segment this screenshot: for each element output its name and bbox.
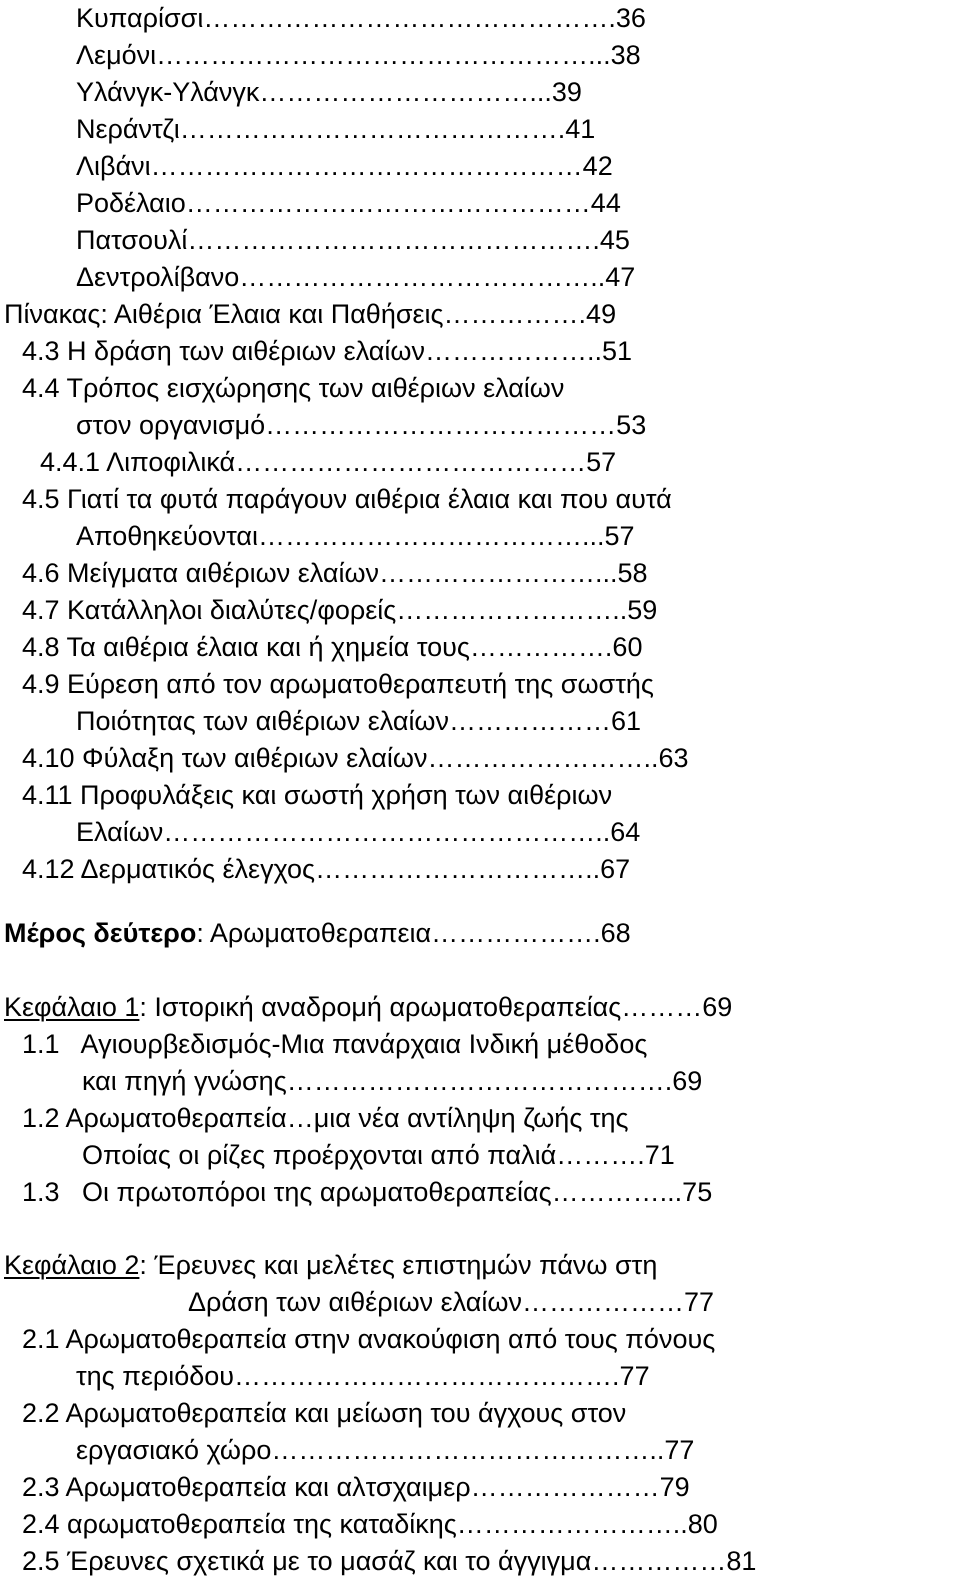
toc-entry-4-5: [22, 481, 672, 517]
toc-entry-text: Κυπαρίσσι……………………………………….36: [76, 3, 646, 33]
toc-entry-4-4-cont: [76, 407, 646, 443]
toc-entry-2-1: [22, 1321, 715, 1357]
toc-entry-text: 4.9 Εύρεση από τον αρωματοθεραπευτή της σωστής: [22, 669, 654, 699]
toc-entry-text: Ροδέλαιο………………………………………44: [76, 188, 621, 218]
toc-entry-text: Πατσουλί……………………………………….45: [76, 225, 630, 255]
toc-entry-text: : Ιστορική αναδρομή αρωματοθεραπείας………69: [139, 992, 733, 1022]
toc-entry-4-12: [22, 851, 630, 887]
toc-entry-nerantzi: [76, 111, 595, 147]
toc-entry-2-2: [22, 1395, 626, 1431]
toc-entry-text: 1.2 Αρωματοθεραπεία…μια νέα αντίληψη ζωής της: [22, 1103, 629, 1133]
toc-entry-2-1-cont: [76, 1358, 650, 1394]
toc-entry-1-2: [22, 1100, 629, 1136]
toc-part-two: [4, 915, 631, 951]
toc-entry-4-9-cont: [76, 703, 641, 739]
toc-entry-text: 1.3 Οι πρωτοπόροι της αρωματοθεραπείας…………...75: [22, 1177, 713, 1207]
toc-entry-4-7: [22, 592, 657, 628]
toc-entry-text: 2.1 Αρωματοθεραπεία στην ανακούφιση από τους πόνους: [22, 1324, 716, 1354]
toc-entry-text: Ποιότητας των αιθέριων ελαίων………………61: [76, 706, 642, 736]
toc-entry-text: 4.8 Τα αιθέρια έλαια και ή χημεία τους…………….60: [22, 632, 643, 662]
toc-entry-text: 1.1 Αγιουρβεδισμός-Μια πανάρχαια Ινδική μέθοδος: [22, 1029, 648, 1059]
toc-entry-kyparissi: [76, 0, 646, 36]
toc-entry-text: της περιόδου…………………………………….77: [76, 1361, 650, 1391]
toc-entry-text: : Έρευνες και μελέτες επιστημών πάνω στη: [139, 1250, 658, 1280]
toc-entry-text: Πίνακας: Αιθέρια Έλαια και Παθήσεις…………….49: [4, 299, 617, 329]
toc-entry-livani: [76, 148, 613, 184]
toc-entry-4-5-cont: [76, 518, 635, 554]
toc-entry-text: 4.11 Προφυλάξεις και σωστή χρήση των αιθέριων: [22, 780, 613, 810]
toc-entry-4-11: [22, 777, 612, 813]
toc-entry-text: Λιβάνι…………………………………………42: [76, 151, 613, 181]
toc-entry-4-6: [22, 555, 648, 591]
toc-entry-4-4-1: [40, 444, 616, 480]
toc-entry-text: Νεράντζι…………………………………….41: [76, 114, 596, 144]
toc-entry-dentrolivano: [76, 259, 635, 295]
toc-entry-text: 4.10 Φύλαξη των αιθέριων ελαίων……………………..63: [22, 743, 689, 773]
toc-entry-4-3: [22, 333, 632, 369]
toc-entry-text: 4.12 Δερματικός έλεγχος…………………………..67: [22, 854, 631, 884]
toc-entry-text: 4.7 Κατάλληλοι διαλύτες/φορείς……………………..59: [22, 595, 658, 625]
toc-entry-1-2-cont: [82, 1137, 675, 1173]
toc-entry-text: 2.4 αρωματοθεραπεία της καταδίκης……………………..80: [22, 1509, 718, 1539]
toc-entry-text: 2.2 Αρωματοθεραπεία και μείωση του άγχους στον: [22, 1398, 627, 1428]
toc-entry-text: 4.6 Μείγματα αιθέριων ελαίων……………………...58: [22, 558, 648, 588]
toc-entry-text: Υλάνγκ-Υλάνγκ…………………………...39: [76, 77, 582, 107]
toc-entry-4-4: [22, 370, 564, 406]
toc-entry-text: Ελαίων…………………………………………..64: [76, 817, 641, 847]
toc-entry-text: στον οργανισμό…………………………………53: [76, 410, 647, 440]
toc-entry-text: : Αρωματοθεραπεια……………….68: [196, 918, 631, 948]
toc-entry-4-8: [22, 629, 642, 665]
toc-entry-text: Οποίας οι ρίζες προέρχονται από παλιά……….71: [82, 1140, 675, 1170]
chapter-heading: Κεφάλαιο 2: [4, 1250, 140, 1280]
toc-entry-2-4: [22, 1506, 718, 1542]
toc-entry-text: 4.4.1 Λιποφιλικά…………………………………57: [40, 447, 617, 477]
toc-entry-text: Δράση των αιθέριων ελαίων………………77: [188, 1287, 714, 1317]
toc-entry-4-9: [22, 666, 654, 702]
toc-entry-text: 2.3 Αρωματοθεραπεία και αλτσχαιμερ…………………79: [22, 1472, 690, 1502]
toc-chapter-2: [4, 1247, 657, 1283]
toc-chapter-1: [4, 989, 732, 1025]
part-heading: Μέρος δεύτερο: [4, 918, 197, 948]
toc-entry-rodelaio: [76, 185, 621, 221]
toc-entry-2-3: [22, 1469, 690, 1505]
toc-entry-text: 4.4 Τρόπος εισχώρησης των αιθέριων ελαίων: [22, 373, 565, 403]
toc-entry-text: και πηγή γνώσης…………………………………….69: [82, 1066, 703, 1096]
toc-entry-text: 4.3 Η δράση των αιθέριων ελαίων………………..51: [22, 336, 633, 366]
toc-entry-1-1: [22, 1026, 647, 1062]
toc-entry-text: Αποθηκεύονται………………………………...57: [76, 521, 635, 551]
toc-entry-2-5: [22, 1543, 756, 1579]
toc-entry-4-11-cont: [76, 814, 640, 850]
toc-entry-2-2-cont: [76, 1432, 694, 1468]
toc-entry-text: Λεμόνι…………………………………………...38: [76, 40, 641, 70]
toc-entry-1-3: [22, 1174, 712, 1210]
toc-entry-lemoni: [76, 37, 641, 73]
toc-entry-text: 2.5 Έρευνες σχετικά με το μασάζ και το άγγιγμα……………81: [22, 1546, 757, 1576]
toc-entry-pinakas: [4, 296, 616, 332]
toc-entry-text: 4.5 Γιατί τα φυτά παράγουν αιθέρια έλαια και που αυτά: [22, 484, 672, 514]
toc-entry-ylang-ylang: [76, 74, 582, 110]
toc-entry-text: Δεντρολίβανο…………………………………..47: [76, 262, 636, 292]
toc-chapter-2-cont: [188, 1284, 714, 1320]
toc-entry-patsouli: [76, 222, 630, 258]
toc-entry-1-1-cont: [82, 1063, 702, 1099]
chapter-heading: Κεφάλαιο 1: [4, 992, 140, 1022]
toc-entry-4-10: [22, 740, 688, 776]
toc-entry-text: εργασιακό χώρο……………………………………..77: [76, 1435, 695, 1465]
